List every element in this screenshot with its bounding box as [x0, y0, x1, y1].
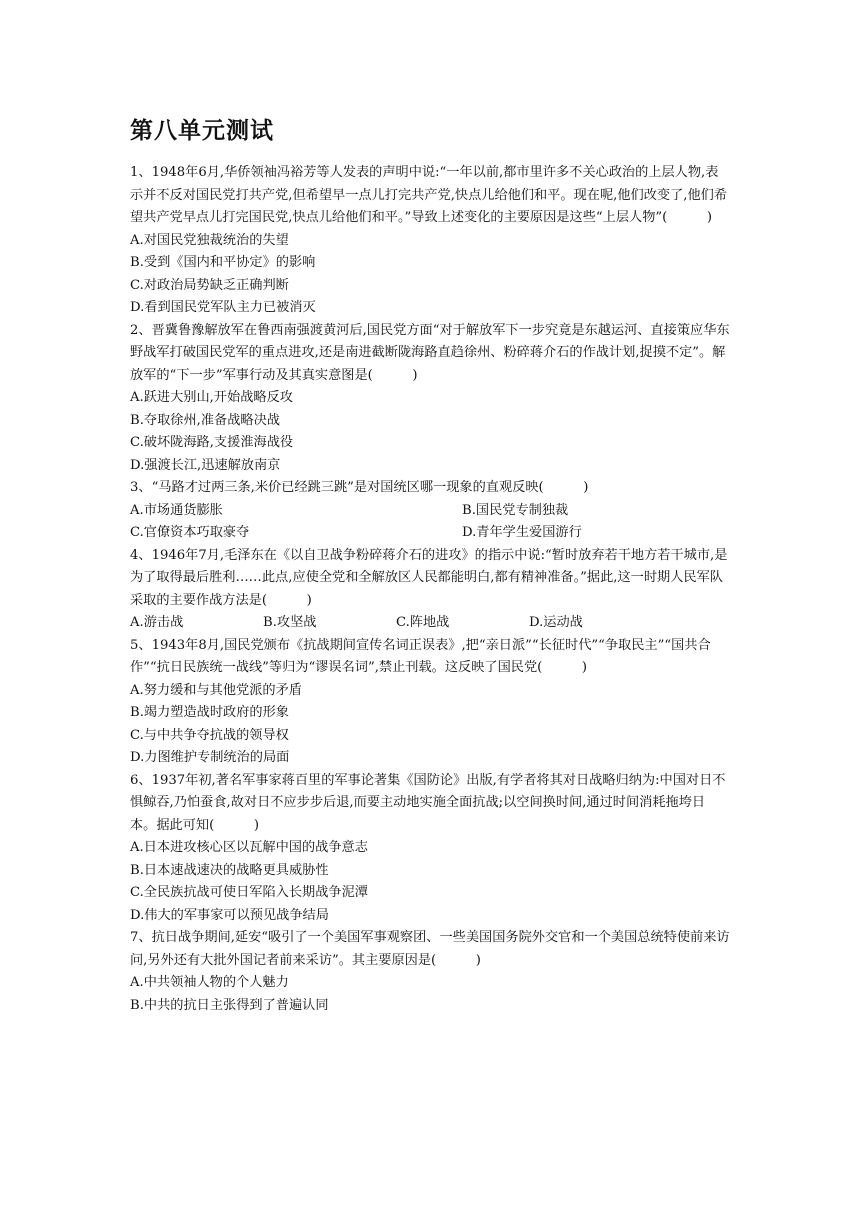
option-row: [130, 612, 730, 635]
question-7: [130, 927, 730, 1017]
option-a: A.中共领袖人物的个人魅力: [130, 975, 289, 990]
option-a: A.市场通货膨胀: [130, 502, 223, 518]
option-b: B.日本速战速决的战略更具威胁性: [130, 862, 329, 878]
question-stem: 6、1937年初,著名军事家蒋百里的军事论著集《国防论》出版,有学者将其对日战略归纳为:中国对日不惧鲸吞,乃怕蚕食,故对日不应步步后退,而要主动地实施全面抗战;以空间换时间,通过时间消耗拖垮日本。据此可知( ): [130, 772, 726, 833]
option-b: B.中共的抗日主张得到了普遍认同: [130, 997, 329, 1013]
question-stem: 1、1948年6月,华侨领袖冯裕芳等人发表的声明中说:“一年以前,都市里许多不关心政治的上层人物,表示并不反对国民党打共产党,但希望早一点儿打完共产党,快点儿给他们和平。现在呢,他们改变了,他们希望共产党早点儿打完国民党,快点儿给他们和平。”导致上述变化的主要原因是这些“上层人物”( ): [130, 165, 728, 225]
option-a: A.对国民党独裁统治的失望: [130, 232, 289, 248]
option-c: C.全民族抗战可使日军陷入长期战争泥潭: [130, 885, 368, 900]
question-stem: 7、抗日战争期间,延安“吸引了一个美国军事观察团、一些美国国务院外交官和一个美国总统特使前来访问,另外还有大批外国记者前来采访”。其主要原因是( ): [130, 930, 730, 968]
question-5: [130, 635, 730, 770]
question-3: [130, 477, 730, 545]
question-stem: 2、晋冀鲁豫解放军在鲁西南强渡黄河后,国民党方面“对于解放军下一步究竟是东越运河、直接策应华东野战军打破国民党军的重点进攻,还是南进截断陇海路直趋徐州、粉碎蒋介石的作战计划,捉摸不定”。解放军的“下一步”军事行动及其真实意图是( ): [130, 322, 730, 383]
option-a: A.努力缓和与其他党派的矛盾: [130, 682, 302, 698]
page-title: 第八单元测试: [130, 118, 274, 144]
option-d: D.力图维护专制统治的局面: [130, 750, 290, 765]
option-b: B.夺取徐州,准备战略决战: [130, 412, 280, 428]
question-1: [130, 162, 730, 320]
question-stem: 4、1946年7月,毛泽东在《以自卫战争粉碎蒋介石的进攻》的指示中说:“暂时放弃若干地方若干城市,是为了取得最后胜利……此点,应使全党和全解放区人民都能明白,都有精神准备。”据此,这一时期人民军队采取的主要作战方法是( ): [130, 547, 728, 608]
option-c: C.对政治局势缺乏正确判断: [130, 277, 289, 293]
question-list: [130, 162, 730, 1017]
question-4: [130, 545, 730, 635]
option-b: B.竭力塑造战时政府的形象: [130, 705, 289, 720]
question-stem: 5、1943年8月,国民党颁布《抗战期间宣传名词正误表》,把“亲日派”“长征时代”“争取民主”“国共合作”“抗日民族统一战线”等归为“谬误名词”,禁止刊载。这反映了国民党( ): [130, 637, 711, 675]
option-b: B.国民党专制独裁: [462, 502, 569, 518]
option-d: D.看到国民党军队主力已被消灭: [130, 300, 316, 315]
option-b: B.受到《国内和平协定》的影响: [130, 255, 316, 270]
option-c: C.阵地战: [396, 615, 450, 630]
option-c: C.官僚资本巧取豪夺: [130, 525, 250, 540]
option-row: [130, 522, 730, 545]
option-d: D.运动战: [529, 615, 583, 630]
question-2: [130, 320, 730, 478]
option-row: [130, 500, 730, 523]
option-d: D.强渡长江,迅速解放南京: [130, 457, 281, 473]
question-stem: 3、“马路才过两三条,米价已经跳三跳”是对国统区哪一现象的直观反映( ): [130, 480, 589, 495]
question-6: [130, 770, 730, 928]
option-a: A.跃进大别山,开始战略反攻: [130, 390, 293, 405]
option-b: B.攻坚战: [263, 615, 317, 630]
option-d: D.青年学生爱国游行: [462, 525, 582, 540]
option-a: A.游击战: [130, 615, 184, 630]
option-c: C.与中共争夺抗战的领导权: [130, 727, 289, 743]
option-a: A.日本进攻核心区以瓦解中国的战争意志: [130, 840, 368, 855]
option-c: C.破坏陇海路,支援淮海战役: [130, 435, 294, 450]
option-d: D.伟大的军事家可以预见战争结局: [130, 907, 329, 923]
